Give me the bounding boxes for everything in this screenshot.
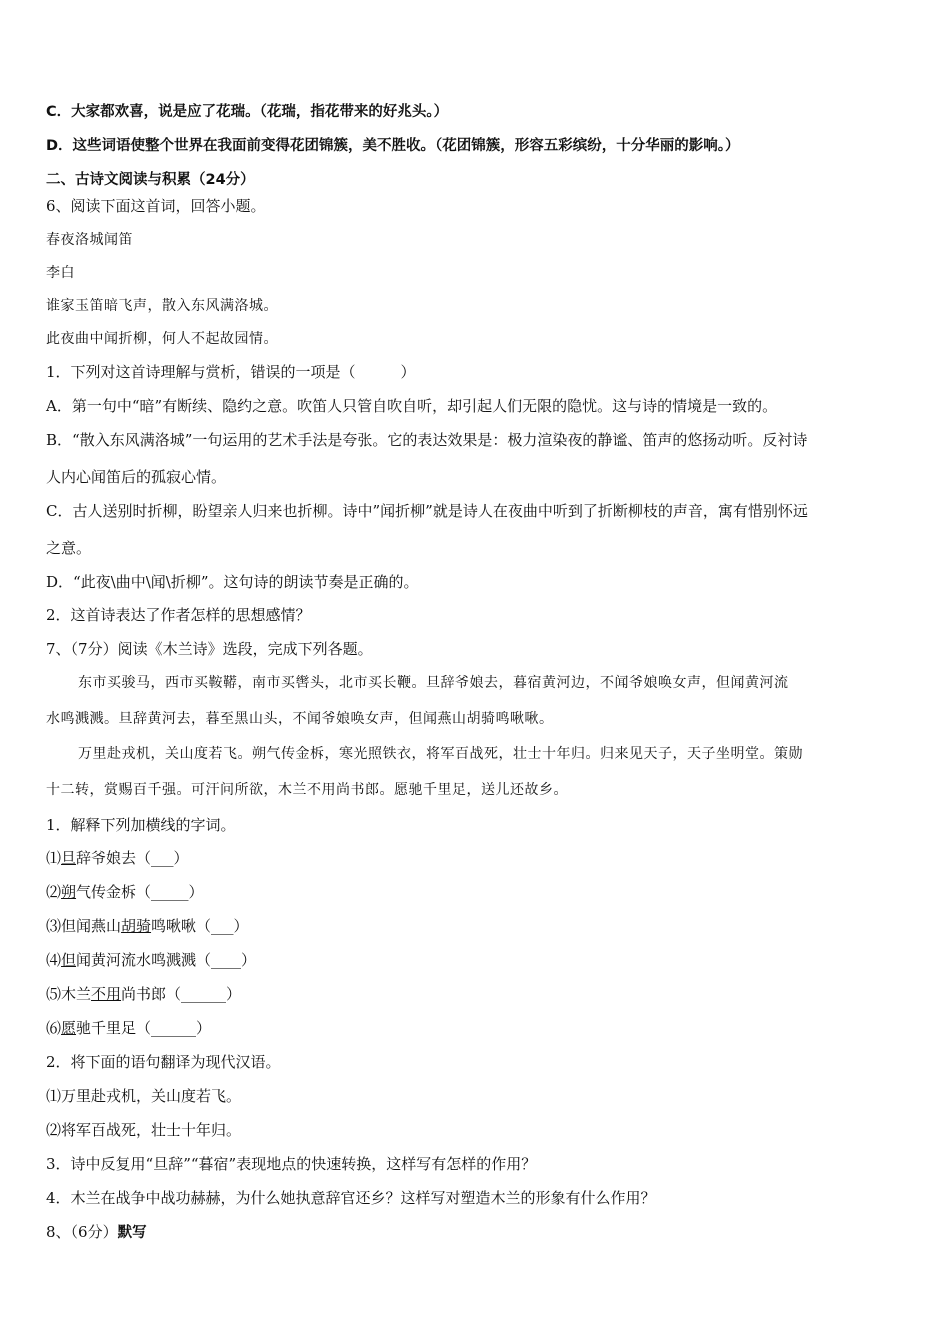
item-number: ⑶ — [46, 917, 62, 935]
q7-translation-1: ⑴万里赴戎机，关山度若飞。 — [46, 1087, 242, 1105]
poem-title: 春夜洛城闻笛 — [46, 232, 133, 248]
q8-title: 默写 — [117, 1225, 147, 1241]
item-prefix: 木兰 — [61, 985, 92, 1003]
underlined-word: 但 — [61, 951, 77, 969]
q6-option-c-line1: C．古人送别时折柳，盼望亲人归来也折柳。诗中”闻折柳”就是诗人在夜曲中听到了折断柳枝的声音，寓有惜别怀远 — [46, 502, 808, 520]
vocab-item — [46, 1018, 906, 1038]
vocab-item — [46, 916, 906, 936]
item-prefix: 但闻燕山 — [61, 917, 122, 935]
item-number: ⑹ — [46, 1019, 62, 1037]
q7-para2-line2: 十二转，赏赐百千强。可汗问所欲，木兰不用尚书郎。愿驰千里足，送儿还故乡。 — [46, 782, 568, 798]
q7-para1-line1: 东市买骏马，西市买鞍鞯，南市买辔头，北市买长鞭。旦辞爷娘去，暮宿黄河边，不闻爷娘唤女声，但闻黄河流 — [78, 675, 789, 691]
q7-translation-2: ⑵将军百战死，壮士十年归。 — [46, 1121, 242, 1139]
q7-sub4: 4．木兰在战争中战功赫赫，为什么她执意辞官还乡？这样写对塑造木兰的形象有什么作用？ — [46, 1189, 656, 1207]
underlined-word: 不用 — [91, 985, 122, 1003]
q8-intro — [46, 1222, 906, 1243]
q7-sub1: 1．解释下列加横线的字词。 — [46, 816, 236, 834]
q7-intro: 7、（7分）阅读《木兰诗》选段，完成下列各题。 — [46, 640, 373, 658]
poem-author: 李白 — [46, 265, 75, 281]
item-number: ⑵ — [46, 883, 62, 901]
item-text: 气传金柝（_____） — [76, 883, 204, 901]
q7-sub2: 2．将下面的语句翻译为现代汉语。 — [46, 1053, 281, 1071]
underlined-word: 愿 — [61, 1019, 77, 1037]
vocab-item — [46, 950, 906, 970]
q6-option-c-line2: 之意。 — [46, 539, 92, 557]
vocab-item — [46, 882, 906, 902]
poem-line-2: 此夜曲中闻折柳，何人不起故园情。 — [46, 331, 278, 347]
item-number: ⑷ — [46, 951, 62, 969]
item-text: 驰千里足（______） — [76, 1019, 212, 1037]
q7-para1-line2: 水鸣溅溅。旦辞黄河去，暮至黑山头，不闻爷娘唤女声，但闻燕山胡骑鸣啾啾。 — [46, 711, 554, 727]
q7-sub3: 3．诗中反复用“旦辞”“暮宿”表现地点的快速转换，这样写有怎样的作用？ — [46, 1155, 537, 1173]
item-text: 尚书郎（______） — [121, 985, 242, 1003]
underlined-word: 胡骑 — [121, 917, 152, 935]
q8-label: 8、（6分） — [46, 1223, 118, 1241]
poem-line-1: 谁家玉笛暗飞声，散入东风满洛城。 — [46, 298, 278, 314]
item-number: ⑴ — [46, 849, 62, 867]
q6-option-b-line2: 人内心闻笛后的孤寂心情。 — [46, 468, 227, 486]
item-text: 鸣啾啾（___） — [151, 917, 249, 935]
section-title: 二、古诗文阅读与积累（24分） — [46, 172, 255, 188]
option-d: D．这些词语使整个世界在我面前变得花团锦簇，美不胜收。（花团锦簇，形容五彩缤纷，十分华丽的影响。） — [46, 138, 740, 154]
q6-sub1: 1．下列对这首诗理解与赏析，错误的一项是（ ） — [46, 363, 416, 381]
underlined-word: 旦 — [61, 849, 77, 867]
option-c: C．大家都欢喜，说是应了花瑞。（花瑞，指花带来的好兆头。） — [46, 104, 449, 120]
q7-para2-line1: 万里赴戎机，关山度若飞。朔气传金柝，寒光照铁衣，将军百战死，壮士十年归。归来见天子，天子坐明堂。策勋 — [78, 746, 803, 762]
item-number: ⑸ — [46, 985, 62, 1003]
item-text: 辞爷娘去（___） — [76, 849, 189, 867]
underlined-word: 朔 — [61, 883, 77, 901]
vocab-item — [46, 848, 906, 868]
item-text: 闻黄河流水鸣溅溅（____） — [76, 951, 257, 969]
vocab-item — [46, 984, 906, 1004]
q6-option-b-line1: B．“散入东风满洛城”一句运用的艺术手法是夸张。它的表达效果是：极力渲染夜的静谧、笛声的悠扬动听。反衬诗 — [46, 431, 808, 449]
q6-option-d: D．“此夜\曲中\闻\折柳”。这句诗的朗读节奏是正确的。 — [46, 573, 419, 591]
q6-option-a: A．第一句中“暗”有断续、隐约之意。吹笛人只管自吹自听，却引起人们无限的隐忧。这与诗的情境是一致的。 — [46, 397, 778, 415]
q6-sub2: 2．这首诗表达了作者怎样的思想感情？ — [46, 606, 311, 624]
q6-intro: 6、阅读下面这首词，回答小题。 — [46, 197, 266, 215]
